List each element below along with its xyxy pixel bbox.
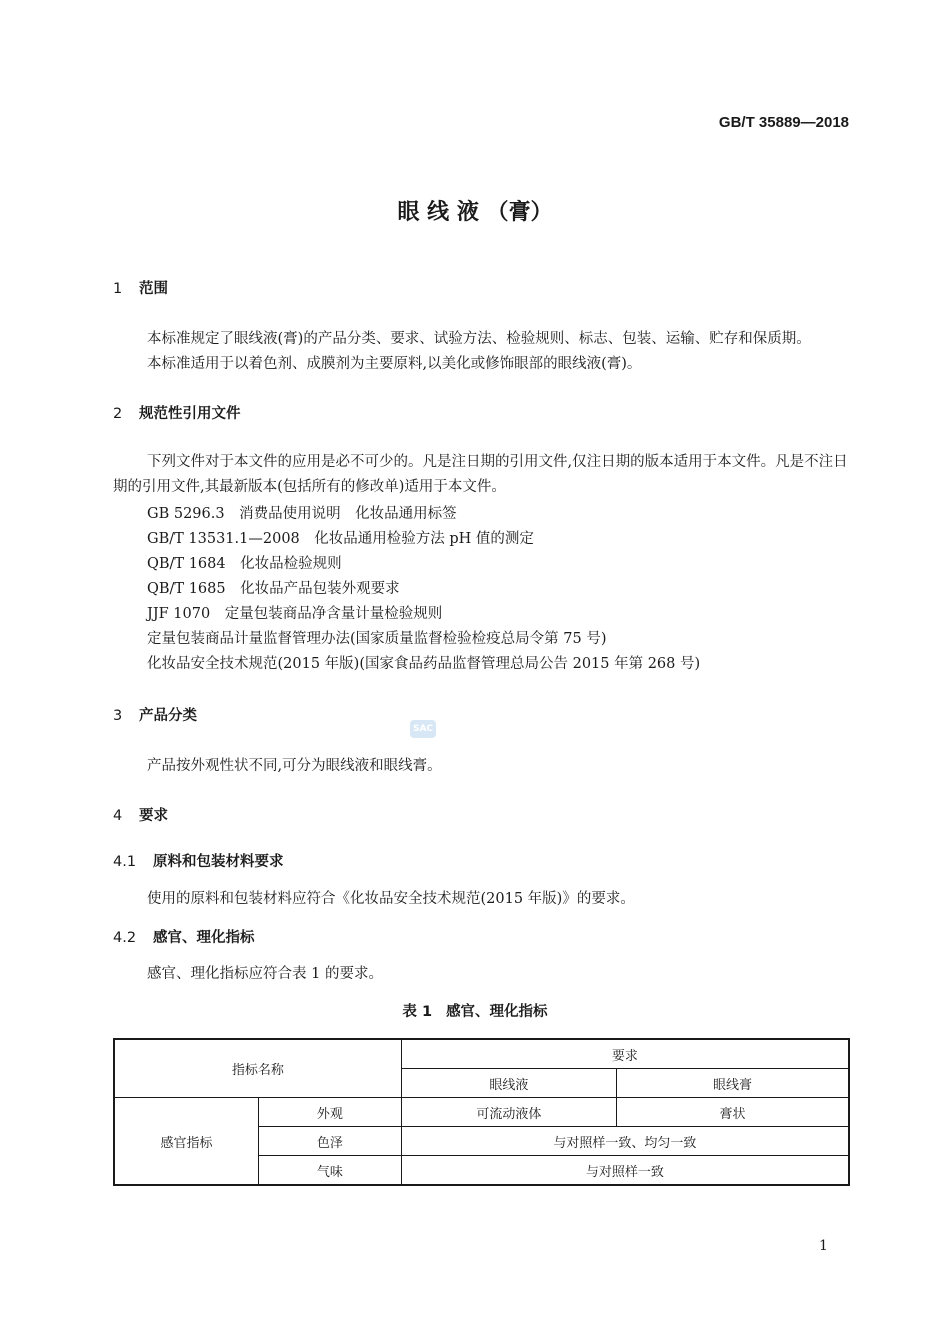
section-number: 4.1 [113,854,137,870]
reference-item: GB 5296.3 消费品使用说明 化妆品通用标签 [147,506,457,522]
section-4-heading [113,804,168,825]
section-number: 3 [113,708,123,724]
spec-table [113,1038,850,1186]
reference-item: GB/T 13531.1—2008 化妆品通用检验方法 pH 值的测定 [147,531,534,547]
table-number: 表 1 [402,1004,433,1020]
section-number: 1 [113,281,123,297]
table-caption [0,1000,950,1021]
cell-paste: 膏状 [617,1098,849,1127]
row-name: 气味 [259,1156,402,1186]
reference-item: QB/T 1685 化妆品产品包装外观要求 [147,581,400,597]
paragraph: 产品按外观性状不同,可分为眼线液和眼线膏。 [147,758,442,774]
section-number: 4 [113,808,123,824]
section-2-heading [113,402,241,423]
header-eyeliner-liquid: 眼线液 [401,1069,616,1098]
section-title: 要求 [139,808,168,824]
section-title: 范围 [139,281,168,297]
section-3-heading [113,704,197,725]
sac-watermark-logo: SAC [410,720,436,738]
cell-liquid: 可流动液体 [401,1098,616,1127]
page-number: 1 [819,1238,828,1254]
row-name: 外观 [259,1098,402,1127]
section-4-1-heading [113,850,284,871]
cell-both: 与对照样一致 [401,1156,849,1186]
reference-item: QB/T 1684 化妆品检验规则 [147,556,342,572]
section-title: 产品分类 [139,708,197,724]
paragraph: 本标准规定了眼线液(膏)的产品分类、要求、试验方法、检验规则、标志、包装、运输、贮存和保质期。 [147,331,811,347]
section-1-heading [113,277,168,298]
section-4-2-heading [113,926,255,947]
reference-item: 化妆品安全技术规范(2015 年版)(国家食品药品监督管理总局公告 2015 年第 268 号) [147,656,701,672]
section-title: 规范性引用文件 [139,406,241,422]
cell-both: 与对照样一致、均匀一致 [401,1127,849,1156]
reference-item: JJF 1070 定量包装商品净含量计量检验规则 [147,606,443,622]
table-header-row [114,1039,849,1069]
row-name: 色泽 [259,1127,402,1156]
paragraph: 使用的原料和包装材料应符合《化妆品安全技术规范(2015 年版)》的要求。 [147,891,635,907]
table-row [114,1098,849,1127]
standard-number: GB/T 35889—2018 [718,114,849,131]
header-requirement: 要求 [401,1039,849,1069]
paragraph: 本标准适用于以着色剂、成膜剂为主要原料,以美化或修饰眼部的眼线液(膏)。 [147,356,642,372]
reference-item: 定量包装商品计量监督管理办法(国家质量监督检验检疫总局令第 75 号) [147,631,607,647]
group-sensory-indicators: 感官指标 [114,1098,259,1186]
header-indicator-name: 指标名称 [114,1039,401,1098]
paragraph: 下列文件对于本文件的应用是必不可少的。凡是注日期的引用文件,仅注日期的版本适用于本文件。凡是不注日期的引用文件,其最新版本(包括所有的修改单)适用于本文件。 [113,454,848,495]
section-number: 2 [113,406,123,422]
paragraph: 感官、理化指标应符合表 1 的要求。 [147,966,383,982]
header-eyeliner-paste: 眼线膏 [617,1069,849,1098]
section-title: 感官、理化指标 [153,930,255,946]
document-title: 眼 线 液 （膏） [397,200,553,225]
section-title: 原料和包装材料要求 [153,854,284,870]
table-title: 感官、理化指标 [446,1004,548,1020]
section-number: 4.2 [113,930,137,946]
